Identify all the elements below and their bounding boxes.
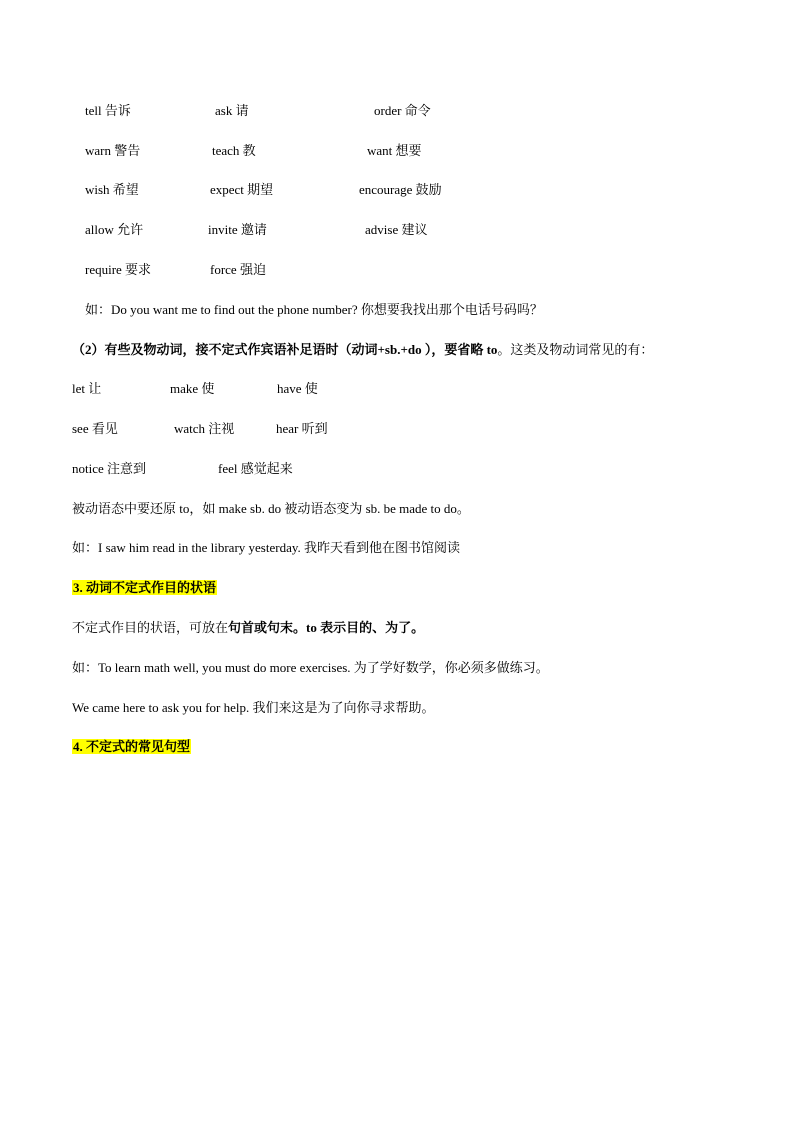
section-heading-4 [72, 738, 191, 756]
example-sentence-1: 如：Do you want me to find out the phone number? 你想要我找出那个电话号码吗？ [85, 302, 543, 317]
verb-item: notice 注意到 [72, 461, 147, 476]
grammar-point-2-bold: （2）有些及物动词，接不定式作宾语补足语时（动词+sb.+do ），要省略 to [72, 342, 498, 357]
passive-voice-note: 被动语态中要还原 to，如 make sb. do 被动语态变为 sb. be made to do。 [72, 501, 470, 516]
verb-item: invite 邀请 [208, 222, 267, 237]
verb-item: have 使 [277, 381, 318, 396]
grammar-point-2-rest: 。这类及物动词常见的有： [497, 342, 654, 357]
verb-item: expect 期望 [210, 182, 274, 197]
purpose-explanation [72, 619, 424, 637]
example-sentence-2: 如：I saw him read in the library yesterday. 我昨天看到他在图书馆阅读 [72, 540, 461, 555]
verb-item: warn 警告 [85, 143, 141, 158]
purpose-explanation-a: 不定式作目的状语，可放在 [72, 620, 229, 635]
example-sentence-3: 如：To learn math well, you must do more exercises. 为了学好数学，你必须多做练习。 [72, 660, 549, 675]
verb-item: order 命令 [374, 103, 431, 118]
verb-item: see 看见 [72, 421, 118, 436]
verb-item: require 要求 [85, 262, 152, 277]
verb-item: tell 告诉 [85, 103, 131, 118]
verb-item: force 强迫 [210, 262, 266, 277]
verb-item: ask 请 [215, 103, 249, 118]
verb-item: let 让 [72, 381, 102, 396]
verb-item: hear 听到 [276, 421, 328, 436]
verb-item: encourage 鼓励 [359, 182, 442, 197]
verb-item: want 想要 [367, 143, 422, 158]
verb-item: watch 注视 [174, 421, 235, 436]
grammar-point-2 [72, 341, 653, 359]
section-heading-3 [72, 579, 217, 597]
verb-item: teach 教 [212, 143, 256, 158]
purpose-explanation-c: to 表示目的、为了。 [306, 620, 425, 635]
purpose-explanation-b: 句首或句末。 [228, 620, 307, 635]
verb-item: make 使 [170, 381, 215, 396]
section-heading-4-text: 4. 不定式的常见句型 [73, 739, 191, 754]
verb-item: advise 建议 [365, 222, 428, 237]
section-heading-3-text: 3. 动词不定式作目的状语 [73, 580, 217, 595]
example-sentence-4: We came here to ask you for help. 我们来这是为了向你寻求帮助。 [72, 700, 435, 715]
verb-item: allow 允许 [85, 222, 144, 237]
verb-item: feel 感觉起来 [218, 461, 293, 476]
verb-item: wish 希望 [85, 182, 139, 197]
